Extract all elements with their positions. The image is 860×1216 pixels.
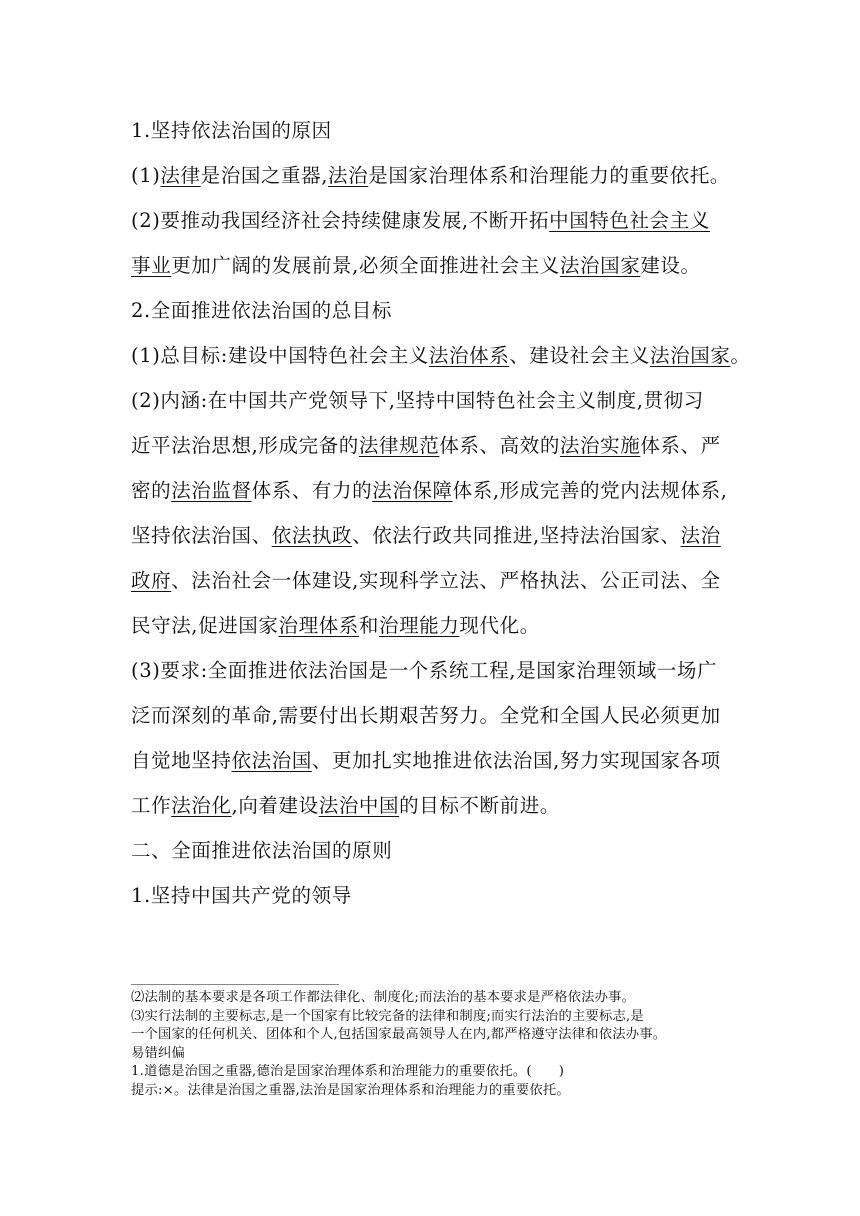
footnote-line: 易错纠偏 — [131, 1045, 185, 1061]
text-line — [131, 558, 731, 603]
text-segment: 现代化。 — [459, 614, 540, 637]
underlined-term: 法律规范 — [358, 434, 440, 457]
text-line — [131, 648, 731, 693]
text-segment: 是治国之重器, — [200, 164, 329, 187]
text-line — [131, 108, 731, 153]
underlined-term: 法治国家 — [650, 344, 731, 367]
text-line — [131, 468, 731, 513]
text-segment: (1)总目标:建设中国特色社会主义 — [131, 344, 429, 367]
text-segment: 体系、有力的 — [251, 479, 373, 502]
underlined-term: 政府 — [131, 569, 172, 592]
text-segment: 、建设社会主义 — [509, 344, 651, 367]
text-segment: 体系,形成完善的党内法规体系, — [452, 479, 728, 502]
text-segment: 密的 — [131, 479, 172, 502]
footnote-line: 提示:×。法律是治国之重器,法治是国家治理体系和治理能力的重要依托。 — [131, 1082, 570, 1098]
text-segment: 、法治社会一体建设,实现科学立法、严格执法、公正司法、全 — [171, 569, 721, 592]
underlined-term: 法治化 — [171, 794, 232, 817]
text-segment: 自觉地坚持 — [131, 749, 232, 772]
text-segment: 近平法治思想,形成完备的 — [131, 434, 359, 457]
text-segment: 体系、严 — [640, 434, 721, 457]
text-line — [131, 153, 731, 198]
underlined-term: 治理体系 — [278, 614, 359, 637]
text-segment: 工作 — [131, 794, 172, 817]
text-segment: 。 — [730, 344, 751, 367]
text-segment: 更加广阔的发展前景,必须全面推进社会主义 — [171, 254, 560, 277]
underlined-term: 法治保障 — [372, 479, 453, 502]
text-segment: 1.坚持依法治国的原因 — [131, 119, 332, 142]
underlined-term: 法治监督 — [171, 479, 252, 502]
footnote-line: 一个国家的任何机关、团体和个人,包括国家最高领导人在内,都严格遵守法律和依法办事。 — [131, 1027, 667, 1042]
text-line — [131, 423, 731, 468]
underlined-term: 法治 — [680, 524, 721, 547]
main-content — [131, 108, 751, 918]
footnote-line: ⑵法制的基本要求是各项工作都法律化、制度化;而法治的基本要求是严格依法办事。 — [131, 990, 636, 1005]
text-segment: (2)内涵:在中国共产党领导下,坚持中国特色社会主义制度,贯彻习 — [131, 389, 704, 412]
underlined-term: 事业 — [131, 254, 172, 277]
text-line — [131, 828, 731, 873]
underlined-term: 法治国家 — [559, 254, 641, 277]
text-segment: 的目标不断前进。 — [399, 794, 560, 817]
text-line — [131, 243, 731, 288]
text-segment: (3)要求:全面推进依法治国是一个系统工程,是国家治理领域一场广 — [131, 659, 718, 682]
underlined-term: 法治中国 — [318, 794, 400, 817]
text-segment: 泛而深刻的革命,需要付出长期艰苦努力。全党和全国人民必须更加 — [131, 704, 721, 727]
footnote-area — [131, 989, 741, 1100]
text-line — [131, 288, 731, 333]
text-segment: (1) — [131, 164, 161, 187]
text-segment: 体系、高效的 — [439, 434, 560, 457]
underlined-term: 法治 — [328, 164, 369, 187]
text-segment: 民守法,促进国家 — [131, 614, 279, 637]
text-line — [131, 513, 731, 558]
underlined-term: 中国特色社会主义 — [549, 209, 710, 232]
text-segment: 是国家治理体系和治理能力的重要依托。 — [368, 164, 731, 187]
footnote-line: 1.道德是治国之重器,德治是国家治理体系和治理能力的重要依托。( ) — [131, 1064, 565, 1079]
text-line — [131, 738, 731, 783]
underlined-term: 法治体系 — [428, 344, 510, 367]
underlined-term: 依法执政 — [271, 524, 353, 547]
text-segment: 和 — [358, 614, 380, 637]
text-segment: 、更加扎实地推进依法治国,努力实现国家各项 — [311, 749, 721, 772]
text-line — [131, 693, 731, 738]
text-segment: 1.坚持中国共产党的领导 — [131, 884, 352, 907]
text-line — [131, 378, 731, 423]
text-line — [131, 603, 731, 648]
text-segment: 、依法行政共同推进,坚持法治国家、 — [352, 524, 681, 547]
underlined-term: 依法治国 — [231, 749, 312, 772]
footnote-line: ⑶实行法制的主要标志,是一个国家有比较完备的法律和制度;而实行法治的主要标志,是 — [131, 1008, 644, 1024]
text-segment: 二、全面推进依法治国的原则 — [131, 839, 393, 862]
text-line — [131, 783, 731, 828]
text-segment: ,向着建设 — [231, 794, 319, 817]
text-segment: 2.全面推进依法治国的总目标 — [131, 299, 393, 322]
text-line — [131, 198, 731, 243]
underlined-term: 法律 — [160, 164, 201, 187]
text-line — [131, 333, 751, 378]
underlined-term: 治理能力 — [379, 614, 460, 637]
footnote-divider — [131, 984, 339, 985]
text-segment: (2)要推动我国经济社会持续健康发展,不断开拓 — [131, 209, 550, 232]
text-segment: 建设。 — [640, 254, 701, 277]
text-line — [131, 873, 731, 918]
underlined-term: 法治实施 — [559, 434, 641, 457]
text-segment: 坚持依法治国、 — [131, 524, 272, 547]
